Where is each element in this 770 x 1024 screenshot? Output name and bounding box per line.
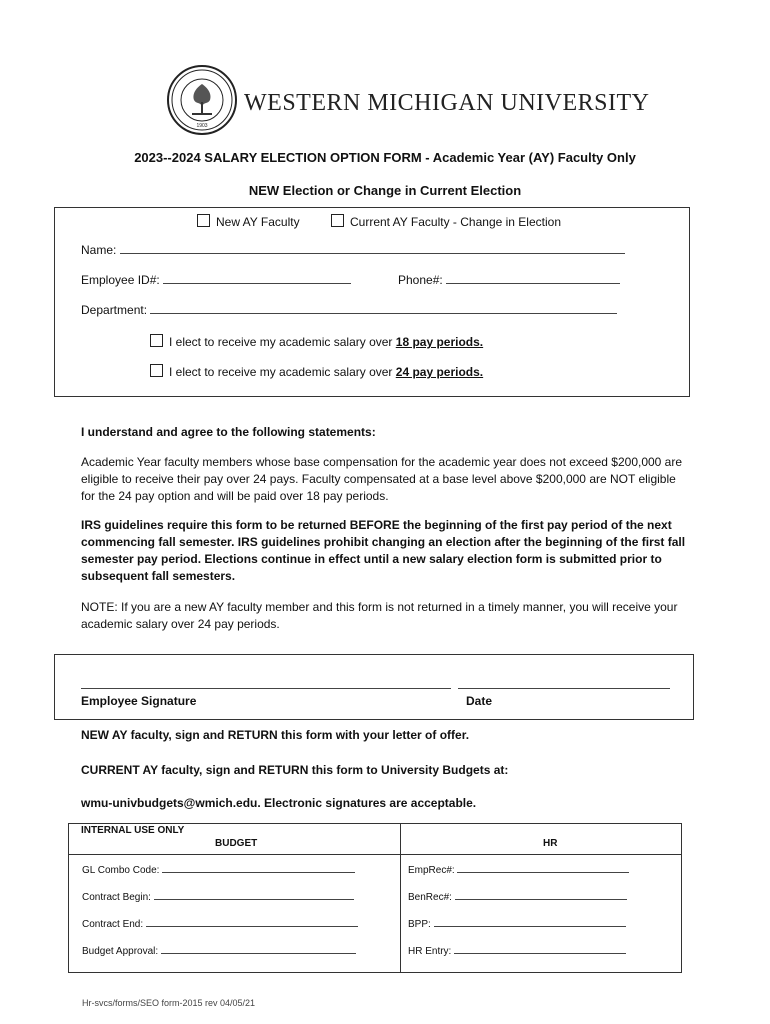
option-current-ay[interactable] [331,214,561,229]
signature-box [54,654,694,720]
internal-use-label: INTERNAL USE ONLY [81,825,185,836]
elect-24-label: 24 pay periods. [395,365,484,379]
benrec-line[interactable] [455,891,627,900]
contract-end-field[interactable] [82,918,358,930]
contract-begin-label: Contract Begin: [82,892,151,903]
budget-header: BUDGET [215,838,258,849]
contract-end-line[interactable] [146,918,358,927]
contract-end-label: Contract End: [82,919,144,930]
budget-approval-label: Budget Approval: [82,946,159,957]
gl-combo-field[interactable] [82,864,355,876]
table-header-divider [69,854,681,855]
svg-text:1903: 1903 [196,123,208,129]
contract-begin-line[interactable] [154,891,354,900]
university-logo [166,64,650,136]
elect-18-checkbox[interactable] [150,334,163,347]
contract-begin-field[interactable] [82,891,354,903]
internal-use-table [68,823,682,973]
statements-heading: I understand and agree to the following statements: [81,425,376,439]
option-new-ay[interactable] [197,214,300,229]
benrec-field[interactable] [408,891,627,903]
current-ay-checkbox[interactable] [331,214,344,227]
date-label: Date [466,694,493,708]
statement-irs: IRS guidelines require this form to be returned BEFORE the beginning of the first pay period of the next commencing fall semester. IRS guidelines prohibit changing an election after the beginning of the first fall semester pay period. Elections continue in effect until a new salary election form is submitted prior to subsequent fall semesters. [81,518,686,583]
budget-approval-field[interactable] [82,945,356,957]
elect-24-option[interactable] [150,364,483,379]
new-ay-checkbox[interactable] [197,214,210,227]
signature-line[interactable] [81,688,451,689]
hr-entry-label: HR Entry: [408,946,452,957]
bpp-field[interactable] [408,918,626,930]
revision-footer: Hr-svcs/forms/SEO form-2015 rev 04/05/21 [82,998,256,1008]
bpp-line[interactable] [434,918,626,927]
elect-24-checkbox[interactable] [150,364,163,377]
table-column-divider [400,824,401,972]
emprec-label: EmpRec#: [408,865,455,876]
emprec-field[interactable] [408,864,629,876]
gl-combo-label: GL Combo Code: [82,865,160,876]
instruction-new-ay: NEW AY faculty, sign and RETURN this form with your letter of offer. [81,728,470,742]
statement-eligibility: Academic Year faculty members whose base compensation for the academic year does not exceed $200,000 are eligible to receive their pay over 24 pays. Faculty compensated at a base level above $200,000 are NOT eligible for the 24 pay option and will be paid over 18 pay periods. [81,455,683,503]
gl-combo-line[interactable] [162,864,355,873]
elect-18-option[interactable] [150,334,483,349]
name-field[interactable] [81,243,625,257]
new-ay-label: New AY Faculty [216,215,300,229]
hr-entry-field[interactable] [408,945,626,957]
benrec-label: BenRec#: [408,892,452,903]
emprec-line[interactable] [457,864,629,873]
employee-signature-label: Employee Signature [81,694,197,708]
employee-id-field[interactable] [81,273,351,287]
statement-note: NOTE: If you are a new AY faculty member and this form is not returned in a timely manner, you will receive your academic salary over 24 pay periods. [81,600,678,631]
department-field[interactable] [81,303,617,317]
elect-18-prefix: I elect to receive my academic salary over [169,335,393,349]
hr-entry-line[interactable] [454,945,626,954]
university-name: WESTERN MICHIGAN UNIVERSITY [244,90,650,116]
department-line[interactable] [150,303,617,314]
current-ay-label: Current AY Faculty - Change in Election [350,215,561,229]
name-label: Name: [81,243,117,257]
university-seal-icon [166,64,238,136]
budget-approval-line[interactable] [161,945,356,954]
elect-18-label: 18 pay periods. [395,335,484,349]
name-line[interactable] [120,243,625,254]
form-subtitle: NEW Election or Change in Current Election [248,183,522,198]
bpp-label: BPP: [408,919,431,930]
employee-id-label: Employee ID#: [81,273,160,287]
instruction-current-ay: CURRENT AY faculty, sign and RETURN this form to University Budgets at: [81,763,509,777]
phone-line[interactable] [446,273,620,284]
elect-24-prefix: I elect to receive my academic salary over [169,365,393,379]
form-title: 2023--2024 SALARY ELECTION OPTION FORM - Academic Year (AY) Faculty Only [134,150,636,165]
phone-label: Phone#: [398,273,443,287]
department-label: Department: [81,303,148,317]
instruction-email: wmu-univbudgets@wmich.edu. Electronic signatures are acceptable. [81,796,477,810]
hr-header: HR [543,838,558,849]
employee-id-line[interactable] [163,273,351,284]
phone-field[interactable] [398,273,620,287]
date-line[interactable] [458,688,670,689]
